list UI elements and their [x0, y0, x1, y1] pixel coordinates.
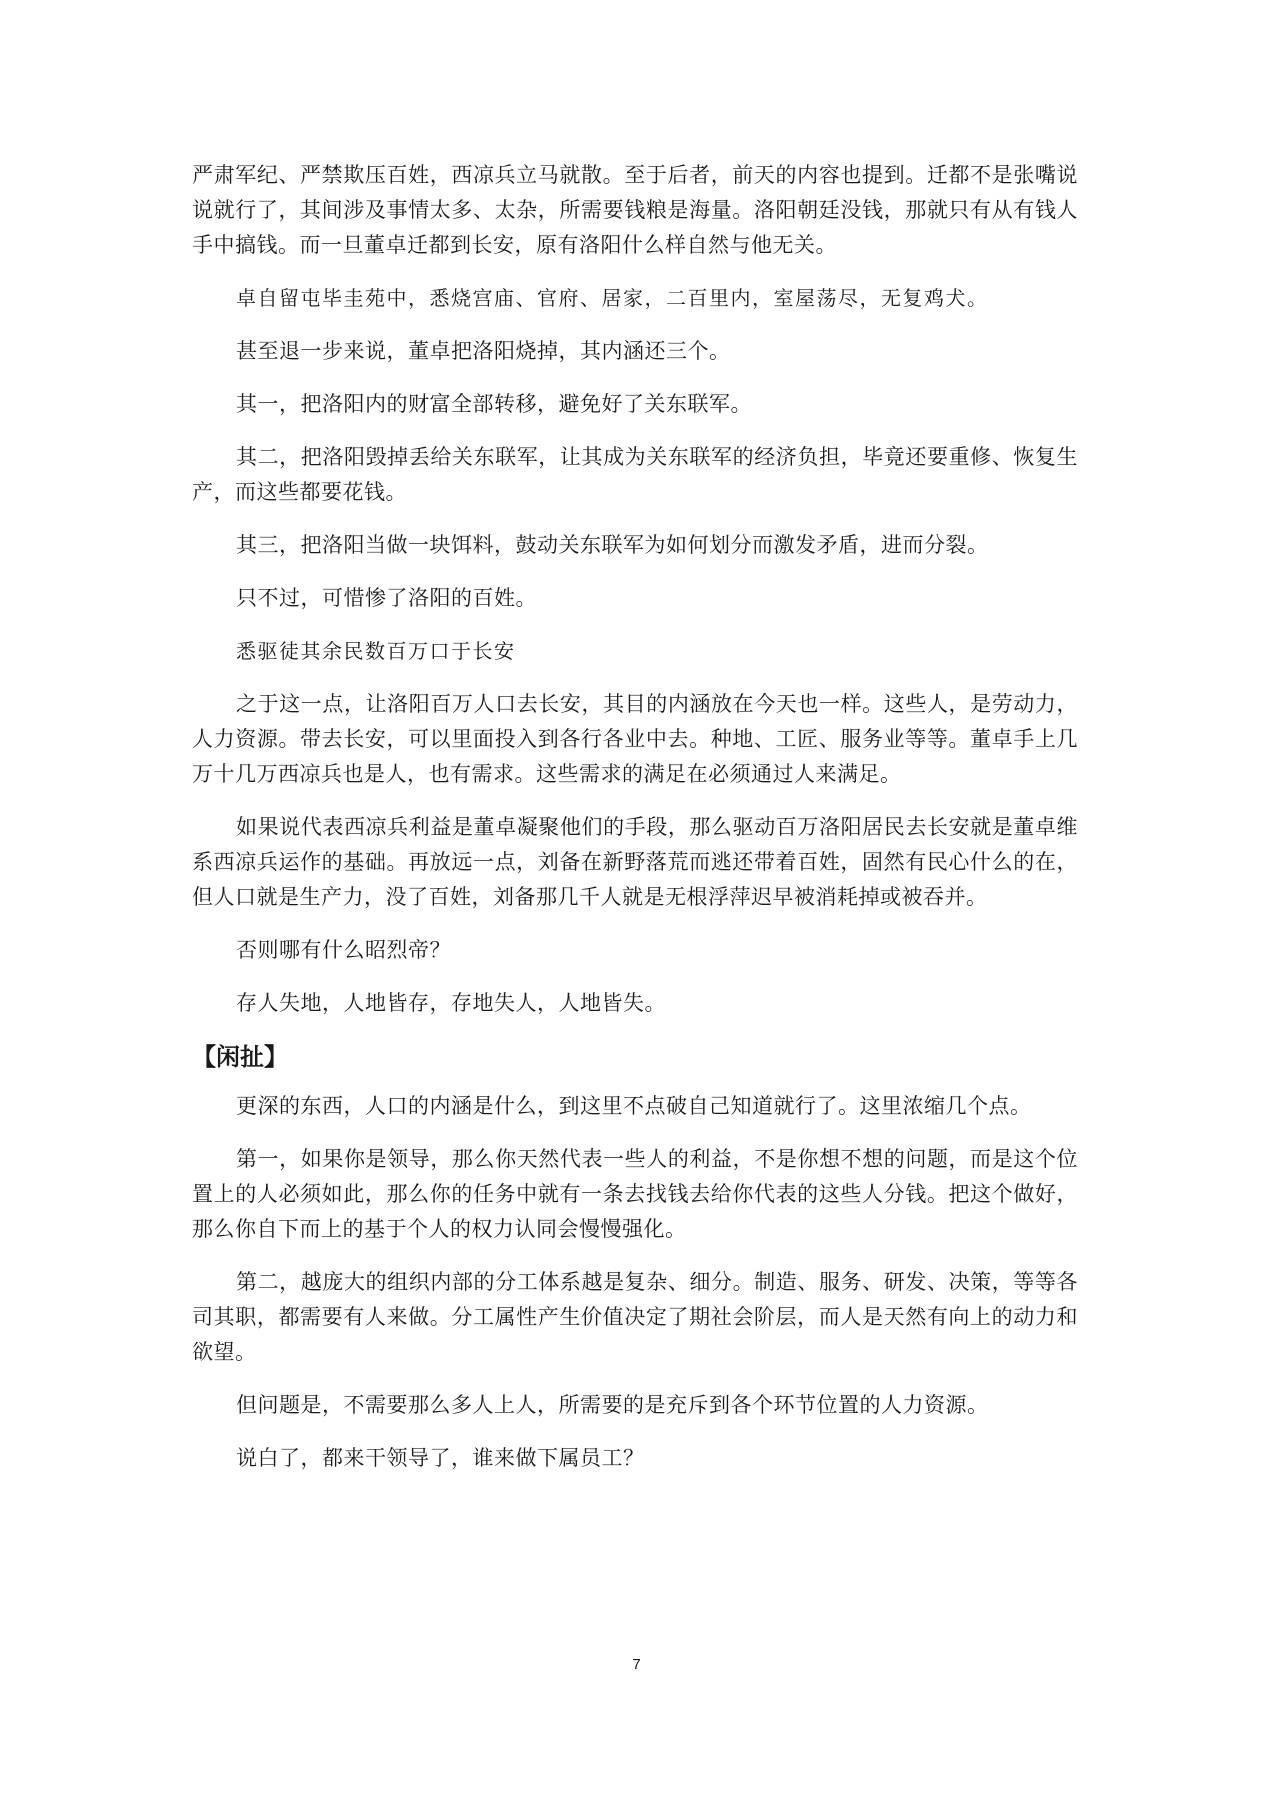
paragraph: 存人失地，人地皆存，存地失人，人地皆失。	[236, 991, 666, 1015]
paragraph: 第一，如果你是领导，那么你天然代表一些人的利益，不是你想不想的问题，而是这个位置上的人必须如此，那么你的任务中就有一条去找钱去给你代表的这些人分钱。把这个做好，那么你自下而上的基于个人的权力认同会慢慢强化。	[192, 1147, 1078, 1241]
paragraph: 但问题是，不需要那么多人上人，所需要的是充斥到各个环节位置的人力资源。	[236, 1393, 989, 1417]
page-number: 7	[632, 1656, 641, 1673]
paragraph: 其三，把洛阳当做一块饵料，鼓动关东联军为如何划分而激发矛盾，进而分裂。	[236, 533, 989, 557]
paragraph: 之于这一点，让洛阳百万人口去长安，其目的内涵放在今天也一样。这些人，是劳动力，人力资源。带去长安，可以里面投入到各行各业中去。种地、工匠、服务业等等。董卓手上几万十几万西凉兵也是人，也有需求。这些需求的满足在必须通过人来满足。	[192, 692, 1078, 786]
paragraph: 更深的东西，人口的内涵是什么，到这里不点破自己知道就行了。这里浓缩几个点。	[236, 1094, 1032, 1118]
paragraph: 严肃军纪、严禁欺压百姓，西凉兵立马就散。至于后者，前天的内容也提到。迁都不是张嘴说说就行了，其间涉及事情太多、太杂，所需要钱粮是海量。洛阳朝廷没钱，那就只有从有钱人手中搞钱。而一旦董卓迁都到长安，原有洛阳什么样自然与他无关。	[192, 163, 1078, 257]
paragraph: 甚至退一步来说，董卓把洛阳烧掉，其内涵还三个。	[236, 339, 731, 363]
paragraph: 其二，把洛阳毁掉丢给关东联军，让其成为关东联军的经济负担，毕竟还要重修、恢复生产，而这些都要花钱。	[192, 445, 1078, 504]
paragraph: 其一，把洛阳内的财富全部转移，避免好了关东联军。	[236, 392, 752, 416]
quotation: 卓自留屯毕圭苑中，悉烧宫庙、官府、居家，二百里内，室屋荡尽，无复鸡犬。	[236, 286, 989, 310]
paragraph: 第二，越庞大的组织内部的分工体系越是复杂、细分。制造、服务、研发、决策，等等各司其职，都需要有人来做。分工属性产生价值决定了期社会阶层，而人是天然有向上的动力和欲望。	[192, 1270, 1078, 1364]
paragraph: 只不过，可惜惨了洛阳的百姓。	[236, 586, 537, 610]
section-heading: 【闲扯】	[192, 1043, 288, 1071]
paragraph: 说白了，都来干领导了，谁来做下属员工？	[236, 1446, 645, 1470]
document-body	[192, 158, 1078, 1494]
quotation: 悉驱徒其余民数百万口于长安	[236, 639, 516, 663]
paragraph: 如果说代表西凉兵利益是董卓凝聚他们的手段，那么驱动百万洛阳居民去长安就是董卓维系西凉兵运作的基础。再放远一点，刘备在新野落荒而逃还带着百姓，固然有民心什么的在，但人口就是生产力，没了百姓，刘备那几千人就是无根浮萍迟早被消耗掉或被吞并。	[192, 815, 1078, 909]
paragraph: 否则哪有什么昭烈帝？	[236, 938, 451, 962]
